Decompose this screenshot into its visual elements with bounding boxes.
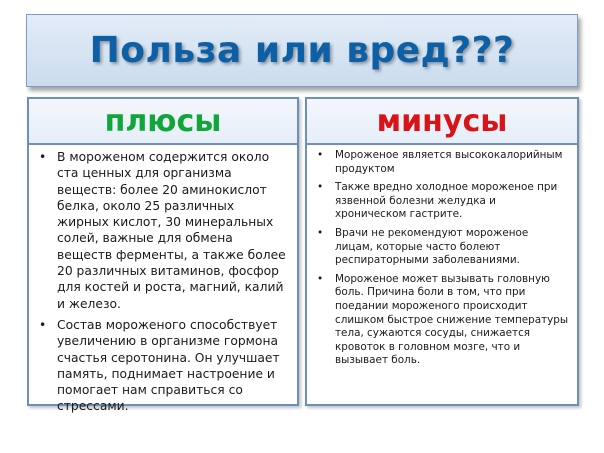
bullet-icon: • xyxy=(317,226,324,239)
list-item-text: В мороженом содержится около ста ценных для организма веществ: более 20 аминокислот белка, около 25 различных жирных кислот, 30 минеральных солей, важные для обмена веществ ферменты, а также более 20 различных витаминов, фосфор для костей и роста, магний, калий и железо. xyxy=(57,150,286,311)
list-item xyxy=(39,149,289,312)
bullet-icon: • xyxy=(317,181,324,194)
pros-header xyxy=(29,99,297,145)
bullet-icon: • xyxy=(317,272,324,285)
pros-column xyxy=(27,97,299,414)
title-banner xyxy=(26,14,578,87)
list-item xyxy=(317,227,569,268)
bullet-icon: • xyxy=(317,149,324,161)
list-item-text: Мороженое может вызывать головную боль. Причина боли в том, что при поедании мороженого происходит слишком быстрое снижение температуры тела, сужаются сосуды, снижается кровоток в головном мозге, что и вызывает боль. xyxy=(335,272,569,367)
cons-list xyxy=(307,145,577,368)
list-item-text: Врачи не рекомендуют мороженое лицам, которые часто болеют респираторными заболеваниями. xyxy=(335,226,529,267)
list-item-text: Состав мороженого способствует увеличению в организме гормона счастья серотонина. Он улучшает память, поднимает настроение и помогает нам справиться со стрессами. xyxy=(57,317,280,414)
list-item-text: Мороженое является высококалорийным продуктом xyxy=(335,149,563,175)
page-title: Польза или вред??? xyxy=(89,30,515,71)
cons-heading: минусы xyxy=(376,103,508,139)
list-item xyxy=(317,181,569,222)
cons-column xyxy=(305,97,579,406)
pros-list xyxy=(29,145,297,415)
pros-heading: плюсы xyxy=(104,103,222,139)
list-item-text: Также вредно холодное мороженое при язвенной болезни желудка и хроническом гастрите. xyxy=(335,181,558,221)
list-item xyxy=(317,273,569,368)
list-item xyxy=(39,317,289,415)
cons-header xyxy=(307,99,577,145)
bullet-icon: • xyxy=(39,317,47,332)
list-item xyxy=(317,149,569,176)
bullet-icon: • xyxy=(39,150,47,164)
